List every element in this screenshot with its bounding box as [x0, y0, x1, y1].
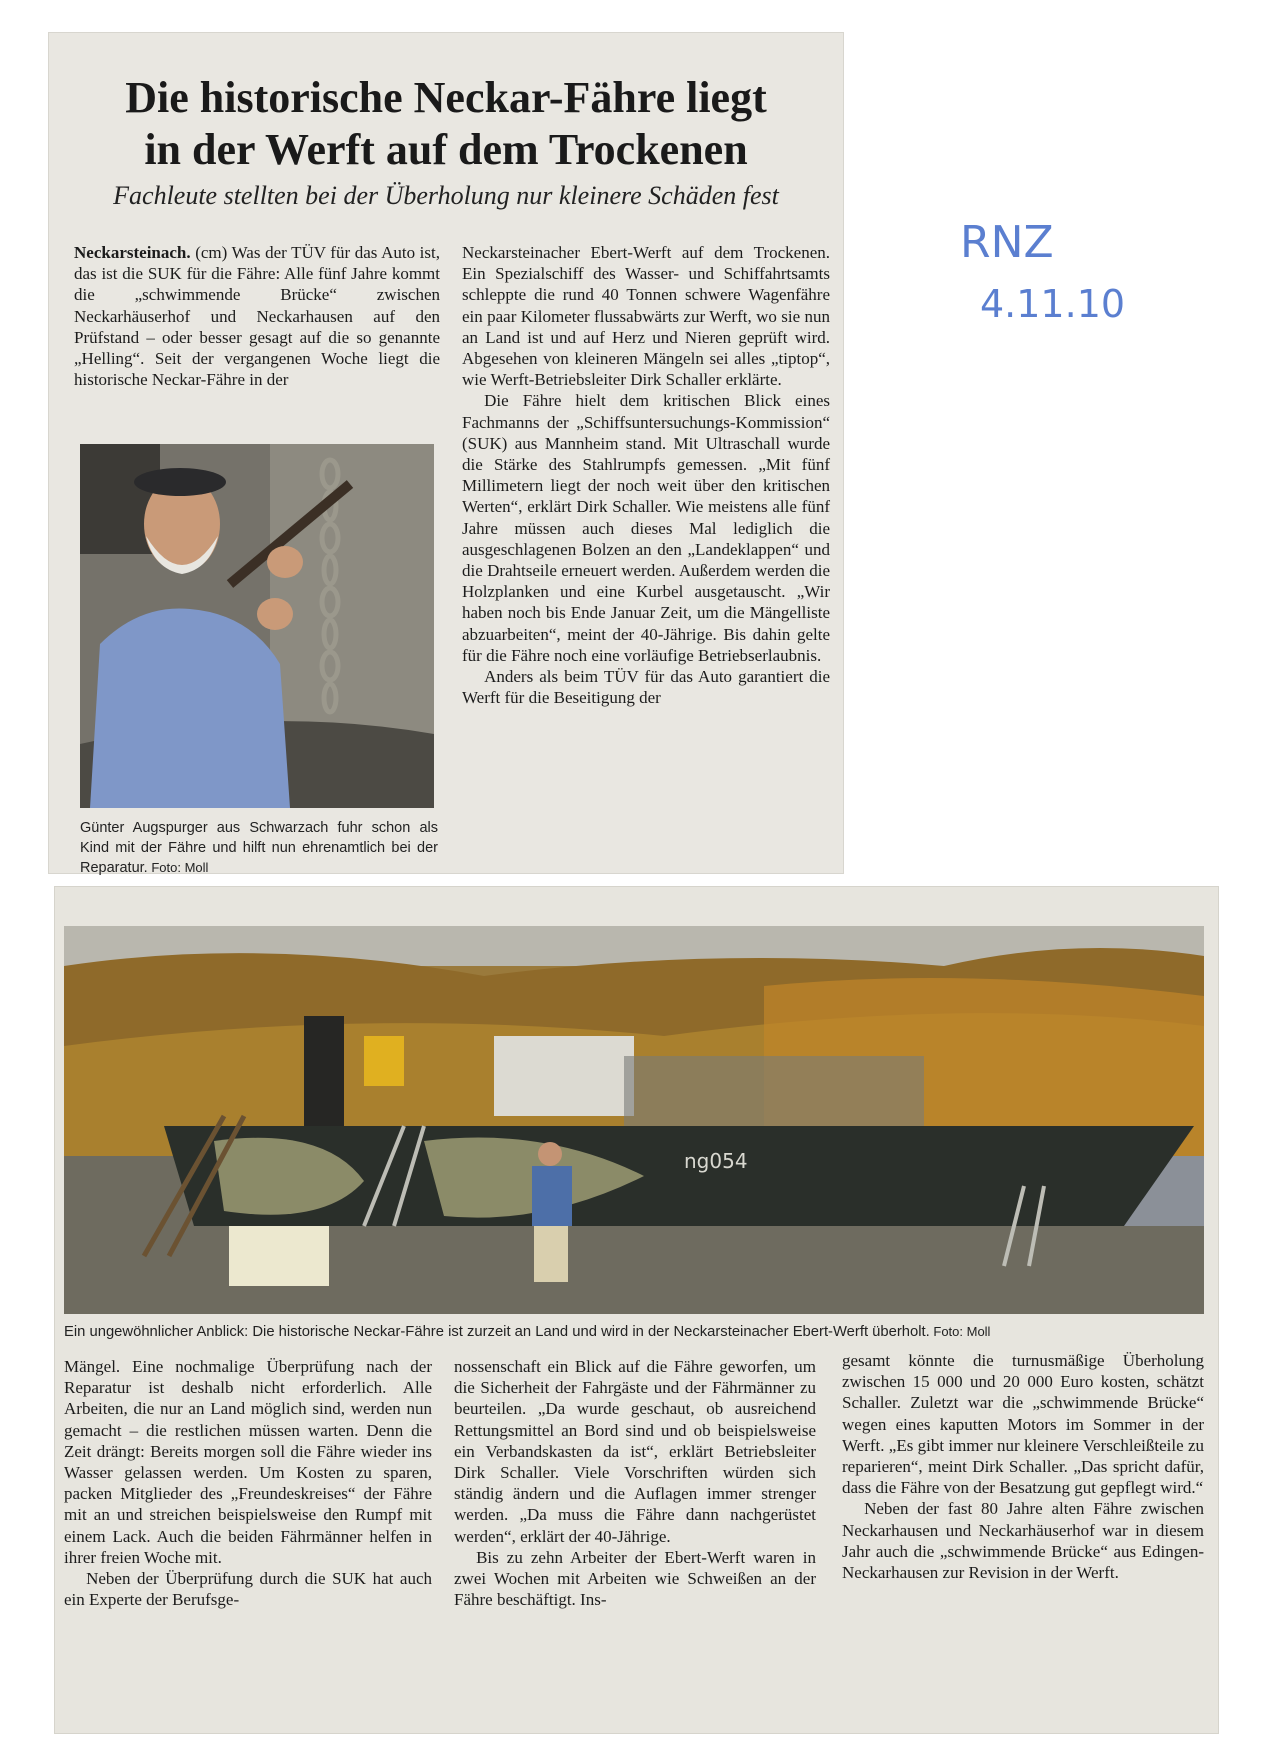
article-paragraph: Bis zu zehn Arbeiter der Ebert-Werft waren in zwei Wochen mit Arbeiten wie Schweißen an der Fähre beschäftigt. Ins-	[454, 1547, 816, 1610]
photo-ferry-caption-text: Ein ungewöhnlicher Anblick: Die historische Neckar-Fähre ist zurzeit an Land und wird in der Neckarsteinacher Ebert-Werft überholt.	[64, 1324, 930, 1340]
article-paragraph: nossenschaft ein Blick auf die Fähre geworfen, um die Sicherheit der Fahrgäste und der Fährmänner zu beurteilen. „Da wurde geschaut, ob ausreichend Rettungsmittel an Bord sind und ob beispielsweise ein Verbandskasten da ist“, erklärt Betriebsleiter Dirk Schaller. Viele Vorschriften würden sich ständig ändern und die Auflagen immer strenger werden. „Da muss die Fähre dann nachgerüstet werden“, erklärt der 40-Jährige.	[454, 1357, 816, 1546]
headline-line-1: Die historische Neckar-Fähre liegt	[125, 73, 767, 122]
article-clipping-bottom	[54, 886, 1219, 1734]
headline-line-2: in der Werft auf dem Trockenen	[144, 125, 748, 174]
note-date: 4.11.10	[980, 282, 1126, 326]
photo-volunteer	[80, 444, 434, 808]
article-column-1	[74, 242, 440, 442]
article-text-intro: (cm) Was der TÜV für das Auto ist, das ist die SUK für die Fähre: Alle fünf Jahre kommt die „schwimmende Brücke“ zwischen Neckarhäuserhof und Neckarhausen auf den Prüfstand – oder besser gesagt auf die so genannte „Helling“. Seit der vergangenen Woche liegt die historische Neckar-Fähre in der	[74, 243, 440, 390]
article-paragraph: Die Fähre hielt dem kritischen Blick eines Fachmanns der „Schiffsuntersuchungs-Kommission“ (SUK) aus Mannheim stand. Mit Ultraschall wurde die Stärke des Stahlrumpfs gemessen. „Mit fünf Millimetern liegt der noch weit über den kritischen Werten“, erklärt Dirk Schaller. Wie meistens alle fünf Jahre müssen auch dieses Mal lediglich die ausgeschlagenen Bolzen an den „Landeklappen“ und die Drahtseile erneuert werden. Außerdem werden die Holzplanken und eine Kurbel ausgetauscht. „Wir haben noch bis Ende Januar Zeit, um die Mängelliste abzuarbeiten“, meint der 40-Jährige. Bis dahin gelte für die Fähre noch eine vorläufige Betriebserlaubnis.	[462, 391, 830, 665]
photo-ferry-credit: Foto: Moll	[929, 1324, 991, 1339]
article-subheadline: Fachleute stellten bei der Überholung nur kleinere Schäden fest	[113, 181, 779, 210]
photo-ferry	[64, 926, 1204, 1314]
photo-volunteer-credit: Foto: Moll	[147, 860, 209, 875]
photo-ferry-image	[64, 926, 1204, 1314]
note-source: RNZ	[960, 217, 1054, 268]
article-paragraph: Neckarsteinacher Ebert-Werft auf dem Trockenen. Ein Spezialschiff des Wasser- und Schiffahrtsamts schleppte die rund 40 Tonnen schwere Wagenfähre ein paar Kilometer flussabwärts zur Werft, wo sie nun an Land ist und auf Herz und Nieren geprüft wird. Abgesehen von kleineren Mängeln sei alles „tiptop“, wie Werft-Betriebsleiter Dirk Schaller erklärte.	[462, 243, 830, 390]
article-clipping-top	[48, 32, 844, 874]
article-column-4	[454, 1356, 816, 1610]
article-headline	[48, 72, 844, 176]
article-column-5	[842, 1350, 1204, 1583]
article-paragraph: Neben der Überprüfung durch die SUK hat auch ein Experte der Berufsge-	[64, 1569, 432, 1610]
article-column-3	[64, 1356, 432, 1610]
photo-volunteer-caption-text: Günter Augspurger aus Schwarzach fuhr schon als Kind mit der Fähre und hilft nun ehrenamtlich bei der Reparatur.	[80, 820, 438, 876]
dateline: Neckarsteinach.	[74, 243, 191, 262]
article-paragraph: Mängel. Eine nochmalige Überprüfung nach der Reparatur ist deshalb nicht erforderlich. Alle Arbeiten, die nur an Land möglich sind, werden nun gemacht – die restlichen müssen warten. Denn die Zeit drängt: Bereits morgen soll die Fähre wieder ins Wasser gelassen werden. Um Kosten zu sparen, packen Mitglieder des „Freundeskreises“ der Fähre mit an und streichen beispielsweise den Rumpf mit einem Lack. Auch die beiden Fährmänner helfen in ihrer freien Woche mit.	[64, 1357, 432, 1567]
handwritten-note-drawing	[950, 205, 1180, 345]
photo-volunteer-image	[80, 444, 434, 808]
photo-volunteer-caption	[80, 818, 438, 878]
ferry-hull-marking: ng054	[684, 1149, 748, 1173]
photo-ferry-caption	[64, 1322, 1214, 1342]
article-paragraph: Neben der fast 80 Jahre alten Fähre zwischen Neckarhausen und Neckarhäuserhof war in diesem Jahr auch die „schwimmende Brücke“ aus Edingen-Neckarhausen zur Revision in der Werft.	[842, 1499, 1204, 1583]
article-column-2	[462, 242, 830, 868]
article-paragraph: gesamt könnte die turnusmäßige Überholung zwischen 15 000 und 20 000 Euro kosten, schätzt Schaller. Zuletzt war die „schwimmende Brücke“ wegen eines kaputten Motors im Sommer in der Werft. „Es gibt immer nur kleinere Verschleißteile zu reparieren“, meint Dirk Schaller. „Das spricht dafür, dass die Fähre von der Besatzung gut gepflegt wird.“	[842, 1351, 1204, 1498]
handwritten-note	[950, 205, 1180, 345]
article-paragraph: Anders als beim TÜV für das Auto garantiert die Werft für die Beseitigung der	[462, 667, 830, 708]
